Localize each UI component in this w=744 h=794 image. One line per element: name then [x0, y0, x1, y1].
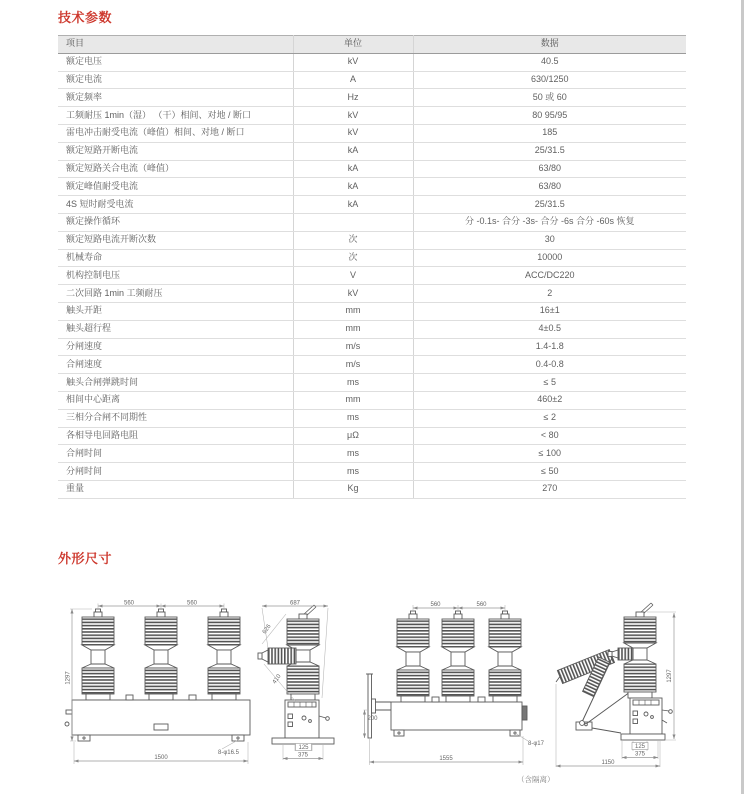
- dim-label-base: 375: [634, 751, 646, 758]
- unit-cell: 次: [293, 249, 413, 267]
- value-cell: 4±0.5: [413, 320, 686, 338]
- item-cell: 额定短路开断电流: [58, 142, 293, 160]
- table-row: [58, 53, 686, 71]
- tech-params-title: 技术参数: [58, 10, 113, 25]
- dim-label-top: 687: [289, 600, 301, 607]
- value-cell: ≤ 5: [413, 374, 686, 392]
- value-cell: 460±2: [413, 391, 686, 409]
- item-cell: 各相导电回路电阻: [58, 427, 293, 445]
- dim-label-left-height: 200: [367, 716, 378, 722]
- spec-table: [58, 35, 686, 499]
- value-cell: 0.4-0.8: [413, 356, 686, 374]
- table-row: [58, 480, 686, 498]
- value-cell: 63/80: [413, 178, 686, 196]
- unit-cell: ms: [293, 463, 413, 481]
- item-cell: 重量: [58, 480, 293, 498]
- unit-cell: kA: [293, 178, 413, 196]
- item-cell: 额定短路关合电流（峰值）: [58, 160, 293, 178]
- item-cell: 额定操作循环: [58, 213, 293, 231]
- unit-cell: Kg: [293, 480, 413, 498]
- unit-cell: V: [293, 267, 413, 285]
- header-item: 项目: [58, 36, 293, 54]
- dim-label-span2: 560: [186, 600, 198, 607]
- table-row: [58, 178, 686, 196]
- dimension-drawing-side-view: [252, 598, 378, 782]
- item-cell: 二次回路 1min 工频耐压: [58, 285, 293, 303]
- item-cell: 合闸速度: [58, 356, 293, 374]
- dim-label-inner: 125: [298, 745, 309, 751]
- table-row: [58, 249, 686, 267]
- table-row: [58, 196, 686, 214]
- value-cell: 63/80: [413, 160, 686, 178]
- table-row: [58, 445, 686, 463]
- value-cell: 30: [413, 231, 686, 249]
- unit-cell: kV: [293, 124, 413, 142]
- unit-cell: mm: [293, 302, 413, 320]
- unit-cell: 次: [293, 231, 413, 249]
- value-cell: ≤ 100: [413, 445, 686, 463]
- value-cell: 270: [413, 480, 686, 498]
- dim-label-base: 375: [297, 752, 309, 759]
- value-cell: 16±1: [413, 302, 686, 320]
- unit-cell: A: [293, 71, 413, 89]
- value-cell: 10000: [413, 249, 686, 267]
- value-cell: ≤ 50: [413, 463, 686, 481]
- unit-cell: m/s: [293, 338, 413, 356]
- value-cell: 1.4-1.8: [413, 338, 686, 356]
- table-row: [58, 285, 686, 303]
- item-cell: 触头开距: [58, 302, 293, 320]
- dim-label-width: 1555: [439, 756, 453, 762]
- unit-cell: kA: [293, 142, 413, 160]
- item-cell: 雷电冲击耐受电流（峰值）相间、对地 / 断口: [58, 124, 293, 142]
- table-row: [58, 374, 686, 392]
- item-cell: 额定短路电流开断次数: [58, 231, 293, 249]
- dim-label-height: 1297: [65, 671, 72, 685]
- value-cell: ≤ 2: [413, 409, 686, 427]
- dimension-drawing-front-view: [62, 598, 260, 790]
- item-cell: 额定电压: [58, 53, 293, 71]
- item-cell: 额定峰值耐受电流: [58, 178, 293, 196]
- value-cell: 25/31.5: [413, 196, 686, 214]
- unit-cell: kV: [293, 53, 413, 71]
- item-cell: 三相分合闸不同期性: [58, 409, 293, 427]
- item-cell: 工频耐压 1min（湿） （干）相间、对地 / 断口: [58, 107, 293, 125]
- table-row: [58, 302, 686, 320]
- breaker-front-body: [65, 609, 250, 741]
- dimension-drawing-front-view-disconnector: [362, 598, 548, 794]
- item-cell: 机构控制电压: [58, 267, 293, 285]
- table-row: [58, 409, 686, 427]
- item-cell: 额定频率: [58, 89, 293, 107]
- dim-label-span1: 560: [123, 600, 135, 607]
- item-cell: 触头合闸弹跳时间: [58, 374, 293, 392]
- unit-cell: kV: [293, 285, 413, 303]
- value-cell: < 80: [413, 427, 686, 445]
- dim-label-diag-upper: 626: [261, 623, 273, 636]
- table-row: [58, 89, 686, 107]
- unit-cell: mm: [293, 320, 413, 338]
- value-cell: 25/31.5: [413, 142, 686, 160]
- table-row: [58, 231, 686, 249]
- breaker-side-body-disconnector: [556, 603, 672, 740]
- item-cell: 合闸时间: [58, 445, 293, 463]
- table-row: [58, 427, 686, 445]
- unit-cell: kA: [293, 196, 413, 214]
- unit-cell: ms: [293, 445, 413, 463]
- dim-label-inner: 125: [634, 744, 646, 750]
- item-cell: 机械寿命: [58, 249, 293, 267]
- table-row: [58, 267, 686, 285]
- table-row: [58, 463, 686, 481]
- unit-cell: kA: [293, 160, 413, 178]
- dim-label-span1: 560: [430, 602, 441, 608]
- dim-label-width: 1500: [154, 755, 168, 761]
- table-row: [58, 71, 686, 89]
- table-row: [58, 142, 686, 160]
- table-row: [58, 160, 686, 178]
- header-value: 数据: [413, 36, 686, 54]
- table-row: [58, 320, 686, 338]
- dim-label-holes: 8-φ17: [528, 741, 544, 747]
- dim-label-height: 1297: [667, 669, 673, 683]
- item-cell: 分闸时间: [58, 463, 293, 481]
- value-cell: 630/1250: [413, 71, 686, 89]
- table-row: [58, 356, 686, 374]
- value-cell: 50 或 60: [413, 89, 686, 107]
- drawing-caption-note: （含隔离）: [517, 775, 555, 784]
- dim-label-span2: 560: [476, 602, 487, 608]
- item-cell: 相间中心距离: [58, 391, 293, 409]
- unit-cell: ms: [293, 374, 413, 392]
- item-cell: 触头超行程: [58, 320, 293, 338]
- unit-cell: mm: [293, 391, 413, 409]
- unit-cell: Hz: [293, 89, 413, 107]
- unit-cell: μΩ: [293, 427, 413, 445]
- item-cell: 4S 短时耐受电流: [58, 196, 293, 214]
- value-cell: ACC/DC220: [413, 267, 686, 285]
- breaker-front-body-2: [366, 611, 527, 738]
- table-header-row: [58, 36, 686, 54]
- dim-label-holes: 8-φ16.5: [218, 750, 239, 756]
- dim-label-width: 1150: [601, 760, 615, 766]
- dimension-drawing-side-view-disconnector: [538, 598, 744, 794]
- unit-cell: m/s: [293, 356, 413, 374]
- outline-dimensions-title: 外形尺寸: [58, 551, 113, 566]
- table-row: [58, 338, 686, 356]
- spec-table-body: [58, 53, 686, 498]
- item-cell: 分闸速度: [58, 338, 293, 356]
- table-row: [58, 213, 686, 231]
- value-cell: 分 -0.1s- 合分 -3s- 合分 -6s 合分 -60s 恢复: [413, 213, 686, 231]
- table-row: [58, 124, 686, 142]
- table-row: [58, 391, 686, 409]
- unit-cell: [293, 213, 413, 231]
- item-cell: 额定电流: [58, 71, 293, 89]
- value-cell: 80 95/95: [413, 107, 686, 125]
- value-cell: 185: [413, 124, 686, 142]
- unit-cell: kV: [293, 107, 413, 125]
- value-cell: 2: [413, 285, 686, 303]
- header-unit: 单位: [293, 36, 413, 54]
- dim-label-diag-lower: 410: [271, 673, 283, 686]
- value-cell: 40.5: [413, 53, 686, 71]
- unit-cell: ms: [293, 409, 413, 427]
- table-row: [58, 107, 686, 125]
